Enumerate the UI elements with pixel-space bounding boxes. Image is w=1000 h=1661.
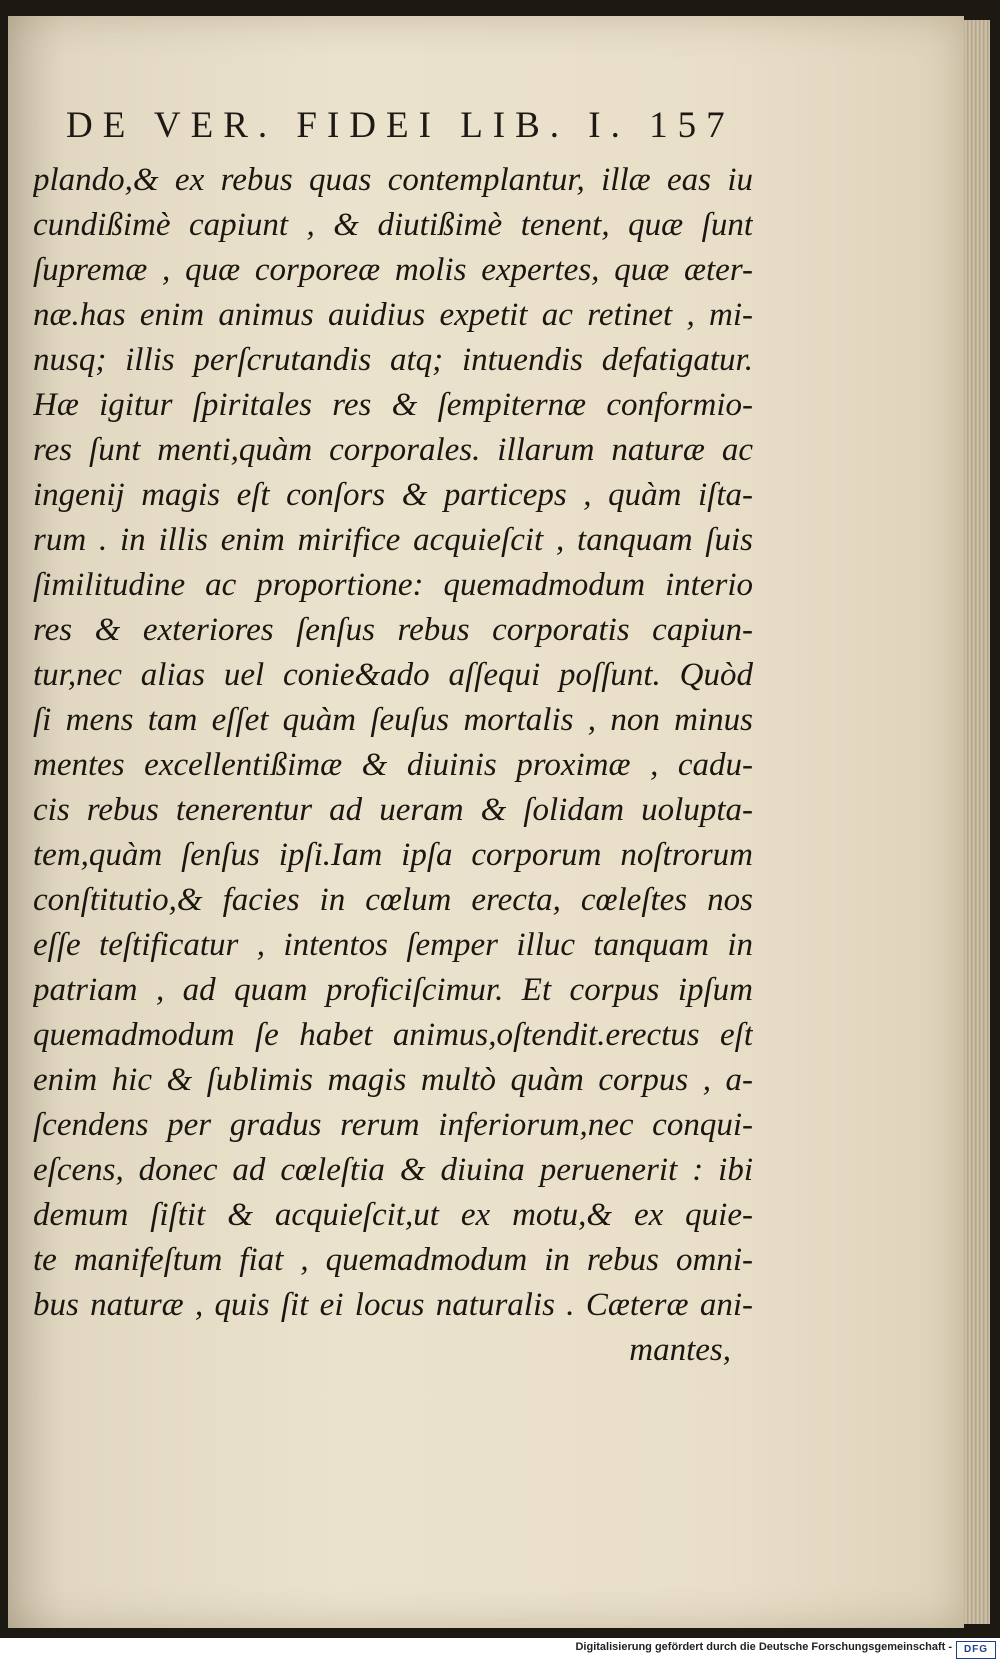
text-line: res ſunt menti,quàm corporales. illarum naturæ ac — [33, 432, 753, 468]
book-fore-edge — [964, 20, 990, 1624]
text-line: tur,nec alias uel conie&ado aſſequi poſſunt. Quòd — [33, 657, 753, 693]
text-line: eſſe teſtificatur , intentos ſemper illuc tanquam in — [33, 927, 753, 963]
text-line: ingenij magis eſt conſors & particeps , quàm iſta- — [33, 477, 753, 513]
text-line: ſcendens per gradus rerum inferiorum,nec conqui- — [33, 1107, 753, 1143]
text-line: tem,quàm ſenſus ipſi.Iam ipſa corporum noſtrorum — [33, 837, 753, 873]
text-line: mentes excellentißimæ & diuinis proximæ , cadu- — [33, 747, 753, 783]
text-line: plando,& ex rebus quas contemplantur, illæ eas iu — [33, 162, 753, 198]
digitization-credit: Digitalisierung gefördert durch die Deutsche Forschungsgemeinschaft - — [575, 1641, 952, 1653]
text-line: quemadmodum ſe habet animus,oſtendit.erectus eſt — [33, 1017, 753, 1053]
catchword: mantes, — [629, 1332, 731, 1368]
text-line: patriam , ad quam proficiſcimur. Et corpus ipſum — [33, 972, 753, 1008]
text-line: cundißimè capiunt , & diutißimè tenent, quæ ſunt — [33, 207, 753, 243]
text-line: nusq; illis perſcrutandis atq; intuendis defatigatur. — [33, 342, 753, 378]
text-line: te manifeſtum fiat , quemadmodum in rebus omni- — [33, 1242, 753, 1278]
text-line: demum ſiſtit & acquieſcit,ut ex motu,& ex quie- — [33, 1197, 753, 1233]
text-line: cis rebus tenerentur ad ueram & ſolidam uolupta- — [33, 792, 753, 828]
text-line: ſupremæ , quæ corporeæ molis expertes, quæ æter- — [33, 252, 753, 288]
text-block — [33, 158, 753, 1373]
text-line: bus naturæ , quis ſit ei locus naturalis . Cæteræ ani- — [33, 1287, 753, 1323]
text-line: eſcens, donec ad cœleſtia & diuina peruenerit : ibi — [33, 1152, 753, 1188]
text-line: ſi mens tam eſſet quàm ſeuſus mortalis , non minus — [33, 702, 753, 738]
credit-bar — [0, 1638, 1000, 1661]
text-line: res & exteriores ſenſus rebus corporatis capiun- — [33, 612, 753, 648]
text-line: næ.has enim animus auidius expetit ac retinet , mi- — [33, 297, 753, 333]
dfg-logo: DFG — [956, 1641, 996, 1659]
text-line: ſimilitudine ac proportione: quemadmodum interio — [33, 567, 753, 603]
text-line: enim hic & ſublimis magis multò quàm corpus , a- — [33, 1062, 753, 1098]
text-line: Hæ igitur ſpiritales res & ſempiternæ conformio- — [33, 387, 753, 423]
text-line: rum . in illis enim mirifice acquieſcit , tanquam ſuis — [33, 522, 753, 558]
running-head: DE VER. FIDEI LIB. I. 157 — [66, 105, 735, 146]
text-line: conſtitutio,& facies in cœlum erecta, cœleſtes nos — [33, 882, 753, 918]
